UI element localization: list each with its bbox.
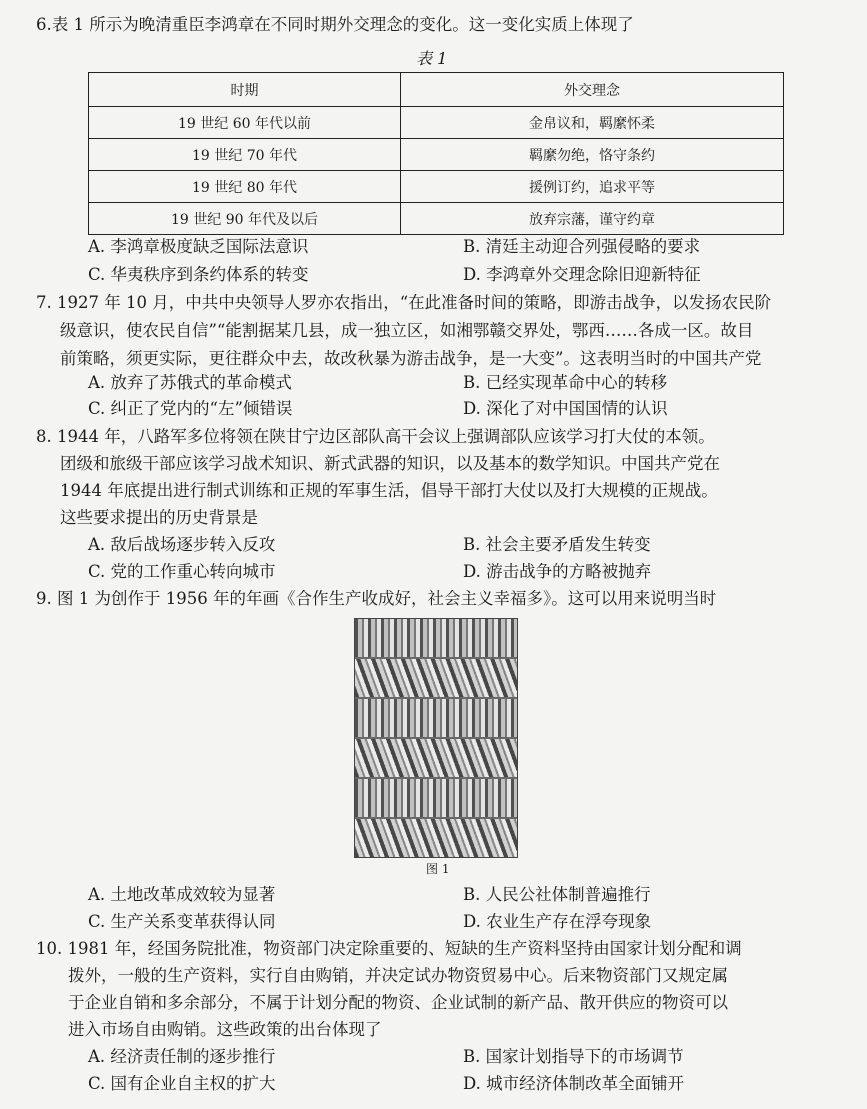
table-row [89, 107, 784, 139]
painting-panel [355, 739, 517, 779]
q8-stem-line: 团级和旅级干部应该学习战术知识、新式武器的知识，以及基本的数学知识。中国共产党在 [60, 454, 720, 473]
q8-stem-line: 1944 年底提出进行制式训练和正规的军事生活，倡导干部打大仗以及打大规模的正规战。 [60, 481, 718, 500]
table-cell: 放弃宗藩，谨守约章 [401, 203, 784, 235]
q10-option-b[interactable]: B. 国家计划指导下的市场调节 [463, 1047, 684, 1066]
q10-stem-line: 10. 1981 年，经国务院批准，物资部门决定除重要的、短缺的生产资料坚持由国家计划分配和调 [36, 939, 742, 958]
q7-option-c[interactable]: C. 纠正了党内的“左”倾错误 [88, 399, 293, 418]
q6-option-a[interactable]: A. 李鸿章极度缺乏国际法意识 [88, 237, 309, 256]
q7-option-a[interactable]: A. 放弃了苏俄式的革命模式 [88, 373, 292, 392]
q8-option-a[interactable]: A. 敌后战场逐步转入反攻 [88, 535, 276, 554]
q10-stem-line: 拨外，一般的生产资料，实行自由购销，并决定试办物资贸易中心。后来物资部门又规定属 [68, 966, 728, 985]
table-header-row [89, 73, 784, 107]
q7-option-b[interactable]: B. 已经实现革命中心的转移 [463, 373, 668, 392]
painting-panel [355, 819, 517, 857]
q8-stem-line: 8. 1944 年，八路军多位将领在陕甘宁边区部队高干会议上强调部队应该学习打大仗的本领。 [36, 427, 715, 446]
q10-stem-line: 于企业自销和多余部分，不属于计划分配的物资、企业试制的新产品、散开供应的物资可以 [68, 993, 728, 1012]
painting-panel [355, 779, 517, 819]
q10-stem-line: 进入市场自由购销。这些政策的出台体现了 [68, 1020, 382, 1039]
q8-stem-line: 这些要求提出的历史背景是 [60, 508, 258, 527]
q8-option-b[interactable]: B. 社会主要矛盾发生转变 [463, 535, 651, 554]
painting-panel [355, 659, 517, 699]
q10-option-c[interactable]: C. 国有企业自主权的扩大 [88, 1074, 276, 1093]
q7-stem-line: 7. 1927 年 10 月，中共中央领导人罗亦农指出，“在此准备时间的策略，即游击战争，以发扬农民阶 [36, 293, 772, 312]
q9-option-d[interactable]: D. 农业生产存在浮夸现象 [463, 912, 652, 931]
q10-option-d[interactable]: D. 城市经济体制改革全面铺开 [463, 1074, 685, 1093]
table-header-concept: 外交理念 [401, 73, 784, 107]
table-row [89, 203, 784, 235]
q9-option-c[interactable]: C. 生产关系变革获得认同 [88, 912, 276, 931]
table-caption: 表 1 [416, 49, 448, 68]
q6-option-b[interactable]: B. 清廷主动迎合列强侵略的要求 [463, 237, 701, 256]
new-year-painting-figure [354, 618, 518, 858]
q8-option-c[interactable]: C. 党的工作重心转向城市 [88, 562, 276, 581]
table-cell: 金帛议和，羁縻怀柔 [401, 107, 784, 139]
q9-option-b[interactable]: B. 人民公社体制普遍推行 [463, 885, 651, 904]
q7-option-d[interactable]: D. 深化了对中国国情的认识 [463, 399, 668, 418]
table-cell: 19 世纪 60 年代以前 [89, 107, 401, 139]
q8-option-d[interactable]: D. 游击战争的方略被抛弃 [463, 562, 652, 581]
q10-option-a[interactable]: A. 经济责任制的逐步推行 [88, 1047, 276, 1066]
q9-stem: 9. 图 1 为创作于 1956 年的年画《合作生产收成好，社会主义幸福多》。这可以用来说明当时 [36, 589, 717, 608]
q7-stem-line: 前策略，须更实际，更往群众中去，故改秋暴为游击战争，是一大变”。这表明当时的中国共产党 [60, 349, 762, 368]
table-row [89, 139, 784, 171]
table-cell: 19 世纪 70 年代 [89, 139, 401, 171]
figure-caption: 图 1 [426, 862, 450, 876]
table-cell: 19 世纪 80 年代 [89, 171, 401, 203]
q6-option-d[interactable]: D. 李鸿章外交理念除旧迎新特征 [463, 265, 701, 284]
table-header-period: 时期 [89, 73, 401, 107]
table-1 [88, 72, 784, 235]
q6-stem: 6.表 1 所示为晚清重臣李鸿章在不同时期外交理念的变化。这一变化实质上体现了 [36, 15, 634, 34]
table-row [89, 171, 784, 203]
painting-panel [355, 699, 517, 739]
q9-option-a[interactable]: A. 土地改革成效较为显著 [88, 885, 276, 904]
table-cell: 羁縻勿绝，恪守条约 [401, 139, 784, 171]
painting-panel [355, 619, 517, 659]
q6-option-c[interactable]: C. 华夷秩序到条约体系的转变 [88, 265, 309, 284]
q7-stem-line: 级意识，使农民自信”“能割据某几县，成一独立区，如湘鄂赣交界处，鄂西……各成一区。故目 [60, 321, 754, 340]
table-cell: 19 世纪 90 年代及以后 [89, 203, 401, 235]
table-cell: 援例订约，追求平等 [401, 171, 784, 203]
